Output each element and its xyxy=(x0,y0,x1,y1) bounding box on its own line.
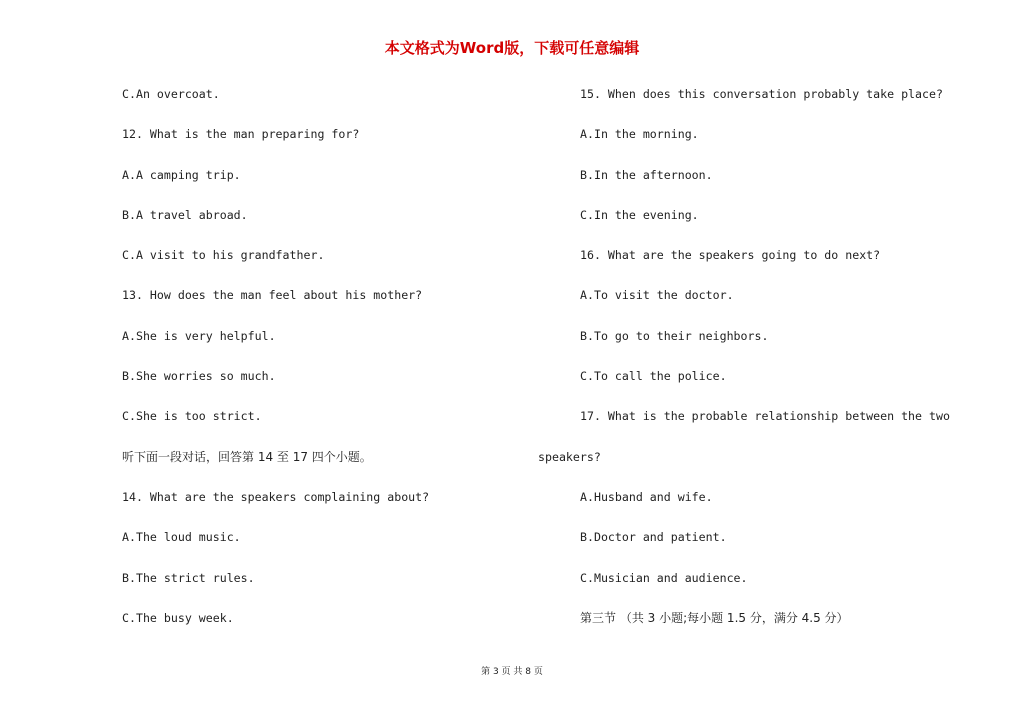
answer-option: B.A travel abroad. xyxy=(122,207,248,222)
answer-option: C.A visit to his grandfather. xyxy=(122,248,325,263)
section-three-heading: 第三节 （共 3 小题;每小题 1.5 分，满分 4.5 分） xyxy=(580,610,849,625)
question-16: 16. What are the speakers going to do next? xyxy=(580,248,881,263)
question-12: 12. What is the man preparing for? xyxy=(122,127,360,142)
answer-option: A.She is very helpful. xyxy=(122,328,276,343)
answer-option: C.The busy week. xyxy=(122,610,234,625)
answer-option: A.To visit the doctor. xyxy=(580,288,734,303)
answer-option: C.She is too strict. xyxy=(122,409,262,424)
page-number-footer: 第 3 页 共 8 页 xyxy=(481,667,543,677)
answer-option: A.A camping trip. xyxy=(122,167,241,182)
answer-option: B.To go to their neighbors. xyxy=(580,328,769,343)
question-13: 13. How does the man feel about his mother? xyxy=(122,288,423,303)
question-17-continuation: speakers? xyxy=(538,449,601,464)
answer-option: A.In the morning. xyxy=(580,127,699,142)
question-15: 15. When does this conversation probably take place? xyxy=(580,87,943,101)
answer-option: C.An overcoat. xyxy=(122,87,220,101)
answer-option: B.She worries so much. xyxy=(122,369,276,384)
answer-option: B.The strict rules. xyxy=(122,570,255,585)
question-17: 17. What is the probable relationship between the two xyxy=(580,409,950,424)
question-14: 14. What are the speakers complaining about? xyxy=(122,489,430,504)
left-column xyxy=(122,86,542,650)
answer-option: B.Doctor and patient. xyxy=(580,530,727,545)
answer-option: C.To call the police. xyxy=(580,369,727,384)
word-format-banner: 本文格式为Word版，下载可任意编辑 xyxy=(384,39,640,57)
answer-option: B.In the afternoon. xyxy=(580,167,713,182)
right-column xyxy=(538,86,950,650)
answer-option: A.The loud music. xyxy=(122,530,241,545)
listening-instruction: 听下面一段对话，回答第 14 至 17 四个小题。 xyxy=(122,449,372,464)
answer-option: C.Musician and audience. xyxy=(580,570,748,585)
answer-option: A.Husband and wife. xyxy=(580,489,713,504)
answer-option: C.In the evening. xyxy=(580,207,699,222)
